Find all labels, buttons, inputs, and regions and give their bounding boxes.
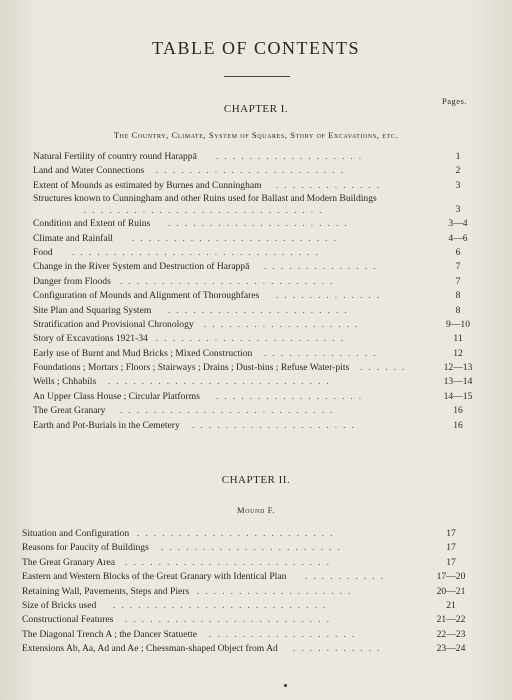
toc-entry [33,260,493,274]
toc-entry-title: The Great Granary [33,405,106,417]
toc-entry-page: 2 [455,165,461,177]
toc-entry [33,361,493,375]
toc-entry-page: 22—23 [436,628,466,640]
toc-leader-dots: ........... [293,643,386,655]
toc-leader-dots: .......................... [113,599,332,611]
toc-leader-dots: ............................. [84,205,328,217]
toc-entry-page: 17 [446,542,456,554]
toc-entry-title: An Upper Class House ; Circular Platforms [33,390,200,402]
toc-entry-page: 7 [455,275,461,287]
toc-entry [22,570,482,584]
toc-leader-dots: .................. [216,151,368,162]
toc-entry [33,332,493,346]
toc-entry [33,275,493,289]
toc-leader-dots: ........................... [108,376,335,388]
title-rule [224,76,290,77]
toc-entry-title: Story of Excavations 1921-34 [33,333,148,345]
toc-entry-title: Wells ; Chhabils [33,376,97,388]
toc-entry [22,613,482,627]
toc-entry-title: Foundations ; Mortars ; Floors ; Stairways ; Drains ; Dust-bins ; Refuse Water-pits [33,362,350,374]
toc-entry-page: 4—6 [448,232,468,244]
toc-entry-page: 17 [446,528,456,539]
toc-entry-page: 6 [455,246,461,258]
toc-leader-dots: .............. [264,347,382,359]
toc-entry [22,527,482,541]
toc-entry-title: Retaining Wall, Pavements, Steps and Piers [22,585,190,597]
toc-entry [33,150,493,164]
toc-entry-title: Early use of Burnt and Mud Bricks ; Mixed Construction [33,347,253,359]
toc-entry-title: Reasons for Paucity of Buildings [22,542,149,554]
page-mark [284,684,287,687]
toc-entry-title: Climate and Rainfall [33,232,113,244]
toc-entry-page: 20—21 [436,585,466,597]
toc-entry-title: Extent of Mounds as estimated by Burnes and Cunningham [33,179,262,191]
toc-entry-title: Site Plan and Squaring System [33,304,152,316]
toc-entry-page: 17 [446,556,456,568]
toc-entry [22,599,482,613]
toc-entry-title: Danger from Floods [33,275,111,287]
toc-entry-page: 23—24 [436,643,466,655]
toc-entry-title: Natural Fertility of country round Harappā [33,151,197,162]
toc-entry [33,289,493,303]
toc-entry-page: 16 [453,419,463,431]
toc-entry-page: 9—10 [446,318,470,330]
chapter-1-heading: CHAPTER I. [223,103,289,115]
toc-entry [33,246,493,260]
toc-entry [22,556,482,570]
toc-leader-dots: .......................... [120,275,339,287]
toc-entry [22,628,482,642]
toc-entry-page: 8 [455,290,461,302]
toc-entry-title: Condition and Extent of Ruins [33,218,151,230]
toc-entry [33,347,493,361]
toc-entry-title: The Great Granary Area [22,556,115,568]
toc-entry-page: 3—4 [448,218,468,230]
toc-entry [33,164,493,178]
toc-entry [33,179,493,193]
toc-entry-title: The Diagonal Trench A ; the Dancer Statuette [22,628,198,640]
toc-entry-title: Stratification and Provisional Chronology [33,318,194,330]
toc-entry-title: Configuration of Mounds and Alignment of Thoroughfares [33,290,260,302]
toc-entry [33,232,493,246]
toc-entry-title: Situation and Configuration [22,528,130,539]
toc-entry-title: Extensions Ab, Aa, Ad and Ae ; Chessman-shaped Object from Ad [22,643,278,655]
toc-entry [33,404,493,418]
toc-entry-title: Size of Bricks used [22,599,97,611]
toc-leader-dots: ................... [204,318,364,330]
toc-entry [33,390,493,404]
toc-leader-dots: ......................... [132,232,342,244]
toc-leader-dots: .................. [209,628,361,640]
toc-entry [33,304,493,318]
toc-entry [22,541,482,555]
toc-entry-page: 17—20 [436,571,466,583]
toc-entry-title: Change in the River System and Destruction of Harappā [33,261,250,273]
toc-entry-title: Eastern and Western Blocks of the Great Granary with Identical Plan [22,571,287,583]
chapter-1-contents [33,150,493,433]
toc-leader-dots: .......................... [120,405,339,417]
toc-entry-page: 21—22 [436,614,466,626]
toc-leader-dots: .................. [216,390,368,402]
toc-entry-title: Earth and Pot-Burials in the Cemetery [33,419,180,431]
toc-entry [22,642,482,656]
toc-entry-page: 1 [455,151,461,162]
toc-leader-dots: ....................... [156,333,350,345]
toc-entry-page: 16 [453,405,463,417]
toc-entry-page: 3 [455,204,461,216]
chapter-2-heading: CHAPTER II. [221,474,291,486]
toc-leader-dots: ...................... [168,218,353,230]
toc-entry-title: Structures known to Cunningham and other Ruins used for Ballast and Modern Buildings [33,193,377,205]
toc-leader-dots: ......................... [125,556,335,568]
toc-entry [33,419,493,433]
toc-leader-dots: .............................. [72,246,324,258]
toc-entry-page: 21 [446,599,456,611]
toc-leader-dots: .......... [305,571,389,583]
toc-leader-dots: ............. [276,179,386,191]
toc-entry-title: Land and Water Connections [33,165,145,177]
toc-leader-dots: ......................... [125,614,335,626]
toc-entry-page: 3 [455,179,461,191]
toc-entry [33,217,493,231]
toc-entry-title: Food [33,246,53,258]
chapter-2-subheading: Mound F. [237,505,275,515]
toc-entry [33,318,493,332]
toc-entry-page: 12—13 [443,362,473,374]
toc-leader-dots: ................... [197,585,357,597]
toc-entry-page: 14—15 [443,390,473,402]
toc-leader-dots: ...... [360,362,411,374]
toc-entry-page: 8 [455,304,461,316]
toc-leader-dots: ....................... [156,165,350,177]
toc-leader-dots: ............. [276,290,386,302]
chapter-1-subheading: The Country, Climate, System of Squares, Story of Excavations, etc. [113,130,399,140]
toc-leader-dots: ...................... [168,304,353,316]
page-title: TABLE OF CONTENTS [151,38,361,58]
toc-entry-title: Constructional Features [22,614,114,626]
toc-leader-dots: ...................... [161,542,346,554]
pages-column-label: Pages. [442,96,467,106]
toc-leader-dots: .................... [192,419,360,431]
toc-entry [22,585,482,599]
chapter-2-contents [22,527,482,657]
toc-entry [33,375,493,389]
toc-entry [33,193,493,217]
toc-entry-page: 7 [455,261,461,273]
toc-leader-dots: ........................ [137,528,339,539]
toc-leader-dots: .............. [264,261,382,273]
toc-entry-page: 11 [453,333,463,345]
toc-entry-page: 13—14 [443,376,473,388]
toc-entry-page: 12 [453,347,463,359]
